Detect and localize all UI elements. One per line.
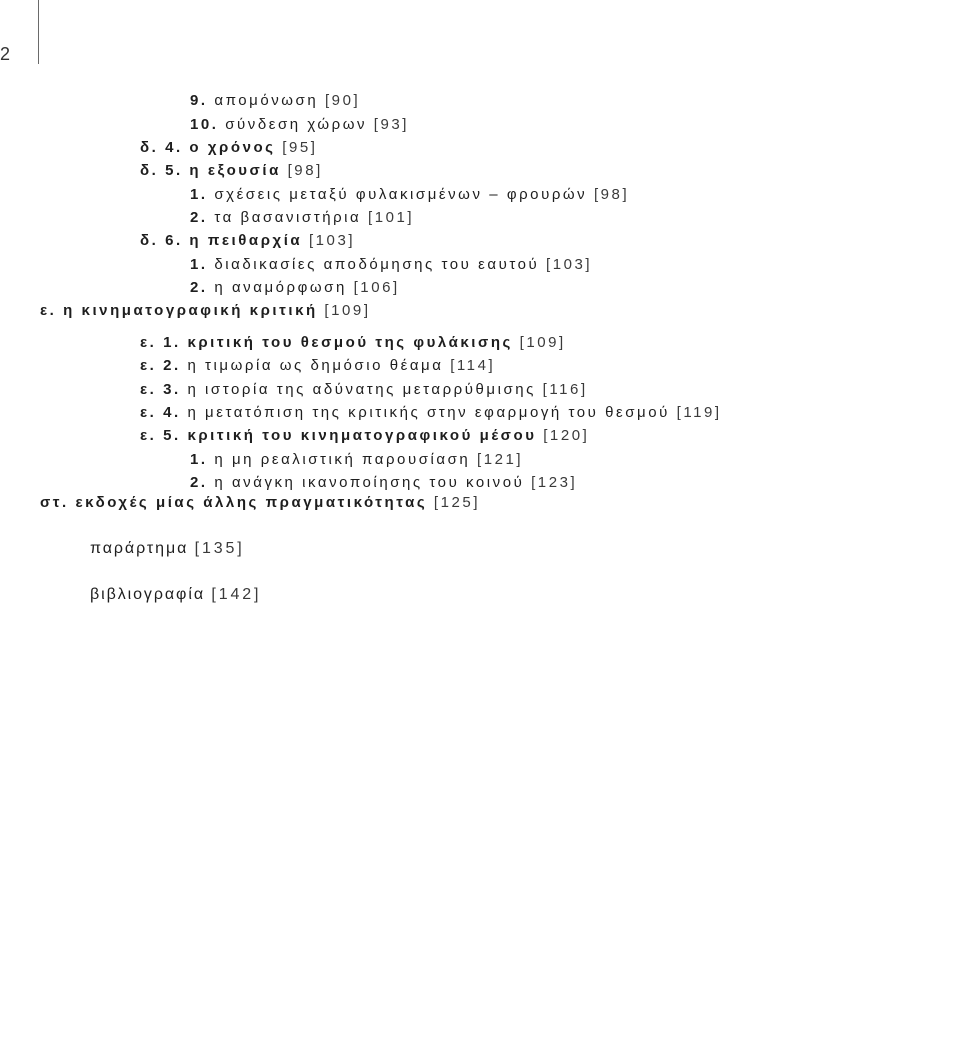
entry-title: παράρτημα (90, 540, 189, 557)
entry-number: ε. 3. (140, 381, 181, 398)
toc-annex-appendix (90, 540, 245, 558)
entry-title: τα βασανιστήρια (214, 209, 362, 226)
entry-title: ο χρόνος (189, 139, 276, 156)
entry-number: 9. (190, 92, 208, 109)
entry-title: σύνδεση χώρων (225, 116, 368, 133)
entry-title: η κινηματογραφική κριτική (63, 302, 318, 319)
entry-page: [101] (368, 209, 415, 226)
entry-page: [103] (308, 232, 356, 249)
toc-entry-d5-2 (190, 209, 414, 227)
entry-title: σχέσεις μεταξύ φυλακισμένων – φρουρών (214, 186, 588, 203)
toc-entry-e5 (140, 427, 589, 445)
entry-title: κριτική του θεσμού της φυλάκισης (187, 334, 513, 351)
toc-section-st (40, 494, 480, 512)
toc-entry-e5-2 (190, 474, 577, 492)
entry-title: απομόνωση (214, 92, 319, 109)
entry-number: 2. (190, 279, 208, 296)
toc-entry-d5 (140, 162, 323, 180)
entry-page: [106] (353, 279, 400, 296)
toc-entry-d6-1 (190, 256, 592, 274)
entry-page: [135] (194, 540, 245, 557)
toc-entry-d6 (140, 232, 355, 250)
entry-page: [123] (531, 474, 578, 491)
entry-page: [109] (519, 334, 566, 351)
entry-number: 1. (190, 451, 208, 468)
entry-title: εκδοχές μίας άλλης πραγματικότητας (75, 494, 428, 511)
toc-entry-e2 (140, 357, 495, 375)
toc-entry-d5-1 (190, 186, 629, 204)
entry-title: η ιστορία της αδύνατης μεταρρύθμισης (187, 381, 536, 398)
entry-page: [125] (433, 494, 481, 511)
entry-title: η μετατόπιση της κριτικής στην εφαρμογή του θεσμού (187, 404, 670, 421)
entry-number: ε. 1. (140, 334, 181, 351)
entry-title: η τιμωρία ως δημόσιο θέαμα (187, 357, 444, 374)
entry-number: στ. (40, 494, 69, 511)
entry-number: 10. (190, 116, 219, 133)
entry-number: 2. (190, 474, 208, 491)
toc-entry-e5-1 (190, 451, 523, 469)
entry-page: [142] (211, 586, 262, 603)
toc-entry-e3 (140, 381, 588, 399)
entry-page: [93] (373, 116, 410, 133)
entry-number: δ. 4. (140, 139, 183, 156)
entry-number: ε. 5. (140, 427, 181, 444)
entry-number: 1. (190, 256, 208, 273)
entry-number: ε. 2. (140, 357, 181, 374)
entry-title: βιβλιογραφία (90, 586, 205, 603)
entry-number: 2. (190, 209, 208, 226)
entry-page: [121] (477, 451, 524, 468)
margin-rule (38, 0, 39, 64)
entry-page: [116] (542, 381, 588, 398)
entry-page: [98] (287, 162, 323, 179)
toc-entry-e4 (140, 404, 722, 422)
entry-number: δ. 5. (140, 162, 183, 179)
toc-entry-10 (190, 116, 409, 134)
entry-page: [90] (324, 92, 361, 109)
entry-title: κριτική του κινηματογραφικού μέσου (187, 427, 537, 444)
toc-entry-d6-2 (190, 279, 400, 297)
entry-number: δ. 6. (140, 232, 183, 249)
entry-title: διαδικασίες αποδόμησης του εαυτού (214, 256, 540, 273)
entry-title: η αναμόρφωση (214, 279, 347, 296)
entry-page: [98] (593, 186, 630, 203)
entry-title: η μη ρεαλιστική παρουσίαση (214, 451, 471, 468)
toc-entry-d4 (140, 139, 318, 157)
entry-title: η πειθαρχία (189, 232, 303, 249)
toc-entry-9 (190, 92, 360, 110)
entry-number: ε. 4. (140, 404, 181, 421)
entry-title: η ανάγκη ικανοποίησης του κοινού (214, 474, 525, 491)
entry-page: [103] (545, 256, 593, 273)
toc-section-e (40, 302, 371, 320)
entry-page: [120] (543, 427, 590, 444)
entry-page: [119] (676, 404, 722, 421)
entry-page: [114] (450, 357, 496, 374)
entry-page: [95] (282, 139, 318, 156)
toc-entry-e1 (140, 334, 566, 352)
page-number: 2 (0, 44, 11, 64)
entry-number: 1. (190, 186, 208, 203)
entry-number: ε. (40, 302, 57, 319)
entry-title: η εξουσία (189, 162, 281, 179)
toc-annex-bibliography (90, 586, 261, 604)
entry-page: [109] (324, 302, 371, 319)
